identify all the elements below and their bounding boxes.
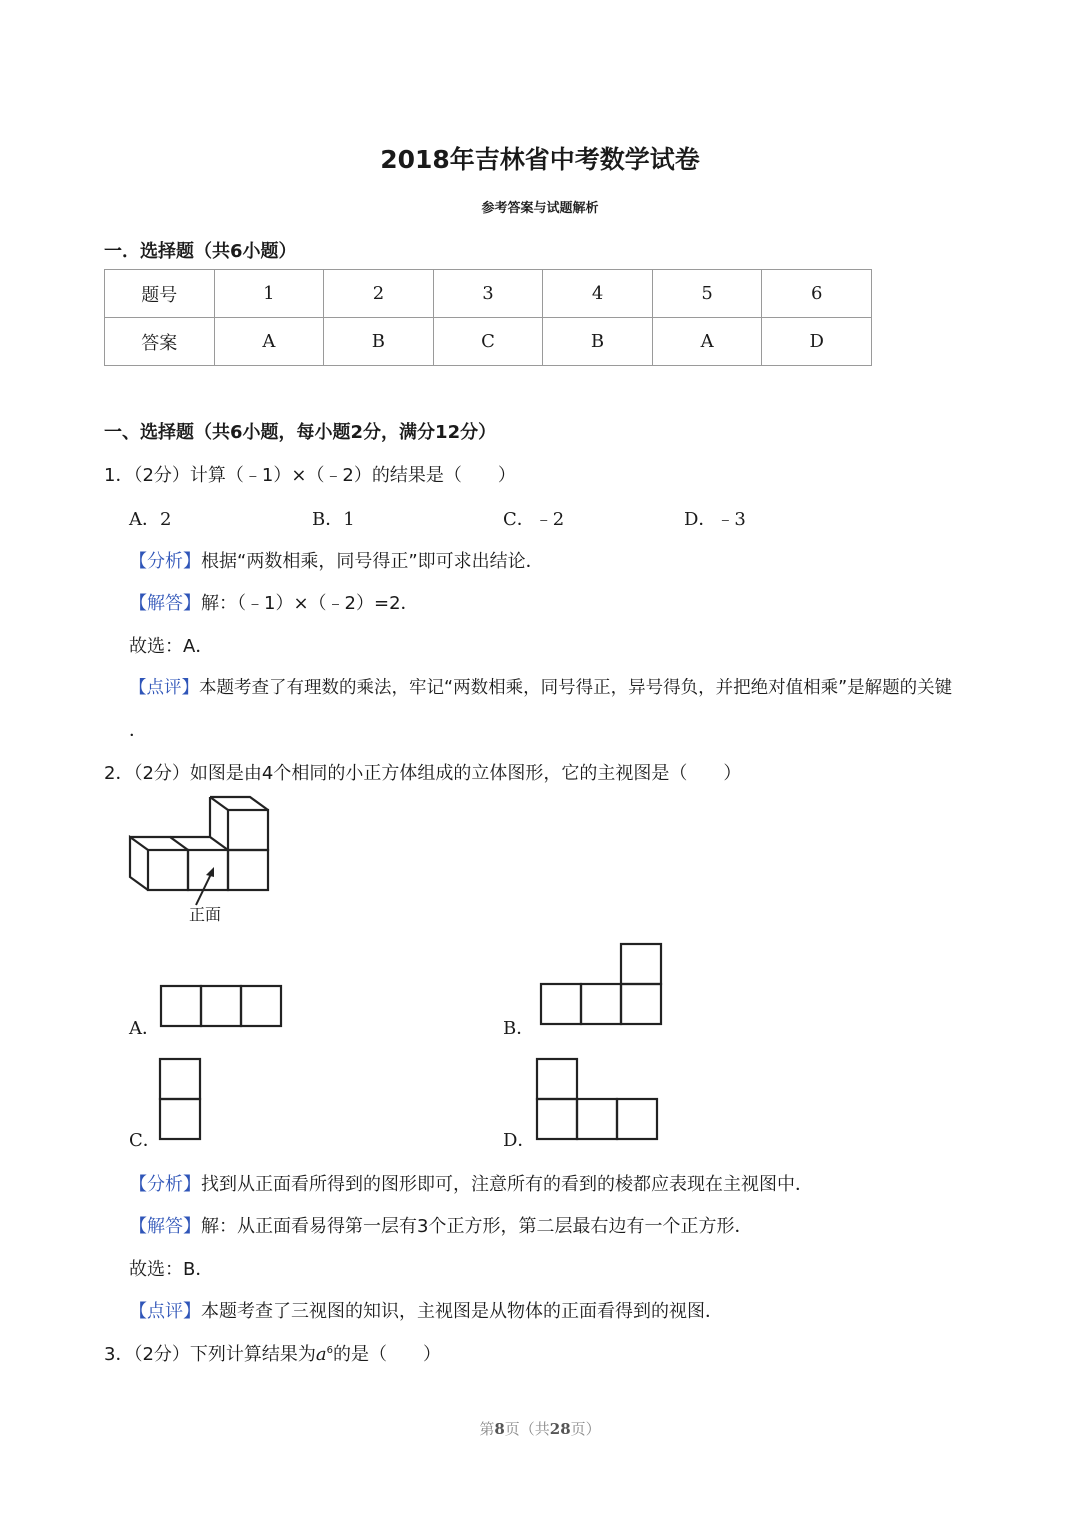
- analysis-tag: 【分析】: [129, 551, 201, 572]
- q1-choice: 故选：A．: [129, 636, 214, 657]
- solution-text: 解：从正面看易得第一层有3个正方形，第二层最右边有一个正方形．: [201, 1216, 753, 1237]
- table-cell: 答案: [105, 318, 215, 366]
- table-cell: 题号: [105, 270, 215, 318]
- comment-tag: 【点评】: [129, 678, 199, 698]
- q2-comment: [129, 1297, 723, 1323]
- table-row: [105, 318, 872, 366]
- front-label: 正面: [189, 905, 222, 924]
- q1-comment-end: ．: [129, 720, 147, 741]
- answer-table: [104, 269, 872, 366]
- q2-option-a-figure: [160, 985, 284, 1027]
- table-cell: 3: [433, 270, 543, 318]
- table-cell: 1: [214, 270, 324, 318]
- q2-option-b-label: B．: [503, 1018, 535, 1039]
- table-cell: A: [652, 318, 762, 366]
- comment-text: 本题考查了三视图的知识，主视图是从物体的正面看得到的视图．: [201, 1301, 723, 1322]
- page-footer: [0, 1418, 1080, 1439]
- q2-stem: 2．（2分）如图是由4个相同的小正方体组成的立体图形，它的主视图是（ ）: [104, 763, 742, 784]
- q1-option-a: A．2: [129, 509, 172, 530]
- comment-tag: 【点评】: [129, 1301, 201, 1322]
- q1-option-b: B．1: [312, 509, 355, 530]
- q2-choice: 故选：B．: [129, 1259, 214, 1280]
- q2-option-d-figure: [536, 1058, 660, 1142]
- page-subtitle: 参考答案与试题解析: [481, 201, 599, 216]
- footer-post: 页）: [570, 1420, 601, 1438]
- q1-option-d: D．﹣3: [684, 509, 746, 530]
- table-cell: 2: [324, 270, 434, 318]
- q2-option-d-label: D．: [503, 1130, 536, 1151]
- analysis-tag: 【分析】: [129, 1174, 201, 1195]
- q2-solution: [129, 1212, 752, 1238]
- q2-option-c-figure: [159, 1058, 203, 1142]
- table-cell: C: [433, 318, 543, 366]
- table-cell: D: [762, 318, 872, 366]
- table-cell: 4: [543, 270, 653, 318]
- footer-mid: 页（共: [504, 1420, 550, 1438]
- q3-variable: a: [315, 1344, 327, 1365]
- q3-stem: [104, 1340, 441, 1366]
- section-heading-2: 一、选择题（共6小题，每小题2分，满分12分）: [104, 422, 497, 443]
- q1-option-c: C．﹣2: [503, 509, 565, 530]
- q2-option-b-figure: [539, 943, 663, 1027]
- table-cell: A: [214, 318, 324, 366]
- comment-text: 本题考查了有理数的乘法，牢记“两数相乘，同号得正，异号得负，并把绝对值相乘”是解题的关键: [199, 678, 953, 698]
- footer-pre: 第: [479, 1420, 495, 1438]
- footer-total-pages: 28: [549, 1420, 571, 1438]
- solution-tag: 【解答】: [129, 1216, 201, 1237]
- q2-option-c-label: C．: [129, 1130, 161, 1151]
- table-cell: B: [543, 318, 653, 366]
- solution-tag: 【解答】: [129, 593, 201, 614]
- footer-page-number: 8: [494, 1420, 505, 1438]
- q1-solution: [129, 589, 419, 615]
- table-row: [105, 270, 872, 318]
- q1-stem: 1．（2分）计算（﹣1）×（﹣2）的结果是（ ）: [104, 465, 516, 486]
- table-cell: B: [324, 318, 434, 366]
- q1-analysis: [129, 547, 544, 573]
- analysis-text: 根据“两数相乘，同号得正”即可求出结论．: [201, 551, 544, 572]
- table-cell: 6: [762, 270, 872, 318]
- analysis-text: 找到从正面看所得到的图形即可，注意所有的看到的棱都应表现在主视图中．: [201, 1174, 813, 1195]
- solution-text: 解：（﹣1）×（﹣2）=2．: [201, 593, 419, 614]
- q2-analysis: [129, 1170, 813, 1196]
- page-title: 2018年吉林省中考数学试卷: [380, 145, 700, 174]
- q3-exponent: 6: [326, 1345, 334, 1356]
- table-cell: 5: [652, 270, 762, 318]
- q1-comment: [129, 674, 952, 699]
- section-heading-1: 一．选择题（共6小题）: [104, 241, 297, 262]
- q2-option-a-label: A．: [129, 1018, 160, 1039]
- q3-stem-pre: 3．（2分）下列计算结果为: [104, 1344, 316, 1365]
- q3-stem-post: 的是（ ）: [333, 1344, 442, 1365]
